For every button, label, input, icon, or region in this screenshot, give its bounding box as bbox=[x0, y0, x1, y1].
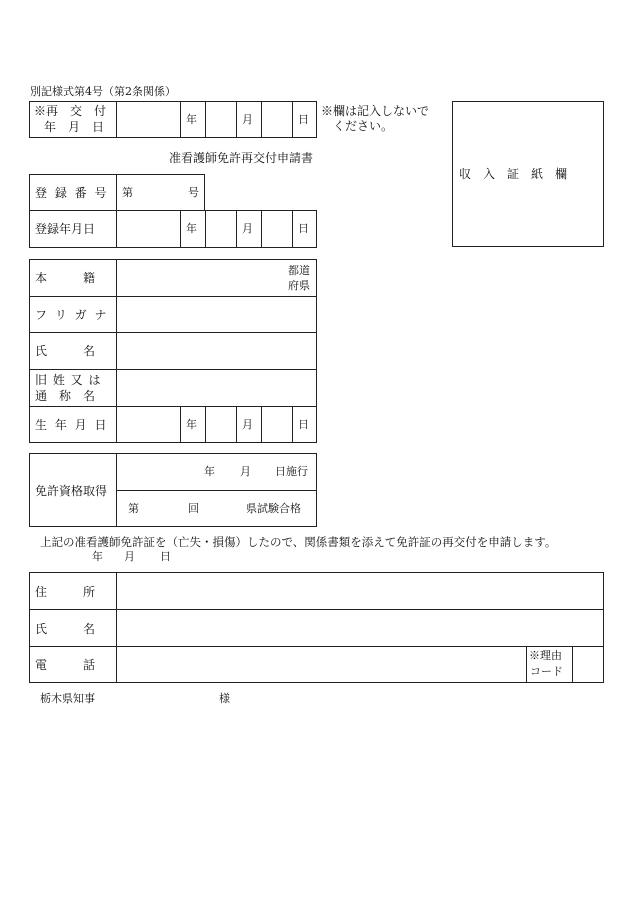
reissue-date-label-1: ※再 交 付 bbox=[34, 104, 107, 118]
prefecture-line-2: 府県 bbox=[288, 279, 310, 292]
date-line-year: 年 bbox=[92, 550, 103, 563]
addressee-governor: 栃木県知事 bbox=[40, 692, 95, 705]
birth-month-label: 月 bbox=[242, 418, 253, 431]
registration-number-prefix: 第 bbox=[122, 186, 133, 199]
exam-count-label: 回 bbox=[188, 502, 199, 515]
registration-date-label: 登録年月日 bbox=[35, 222, 96, 236]
prefecture-line-1: 都道 bbox=[288, 264, 310, 277]
former-name-label-1: 旧 姓 又 は bbox=[35, 373, 102, 387]
reason-code-label-2: コード bbox=[530, 665, 563, 678]
reissue-year-label: 年 bbox=[186, 113, 197, 126]
note-line-1: ※欄は記入しないで bbox=[321, 104, 430, 118]
license-enforced-label: 日施行 bbox=[275, 465, 308, 478]
former-name-label-2: 通 称 名 bbox=[35, 389, 96, 403]
honseki-label: 本 籍 bbox=[35, 271, 96, 285]
birth-date-label: 生 年 月 日 bbox=[35, 418, 109, 432]
license-year-label: 年 bbox=[204, 465, 215, 478]
applicant-name-label: 氏 名 bbox=[35, 622, 96, 636]
registration-month-label: 月 bbox=[242, 222, 253, 235]
name-label: 氏 名 bbox=[35, 344, 96, 358]
note-line-2: ください。 bbox=[333, 119, 394, 133]
addressee-honorific: 様 bbox=[219, 692, 230, 705]
date-line-day: 日 bbox=[160, 550, 171, 563]
reissue-month-label: 月 bbox=[242, 113, 253, 126]
registration-day-label: 日 bbox=[298, 222, 309, 235]
page-title: 准看護師免許再交付申請書 bbox=[169, 151, 314, 165]
license-label: 免許資格取得 bbox=[35, 484, 108, 498]
birth-year-label: 年 bbox=[186, 418, 197, 431]
form-number: 別記様式第4号（第2条関係） bbox=[30, 85, 176, 98]
birth-day-label: 日 bbox=[298, 418, 309, 431]
reissue-day-label: 日 bbox=[298, 113, 309, 126]
phone-label: 電 話 bbox=[35, 658, 96, 672]
exam-prefix: 第 bbox=[128, 502, 139, 515]
address-label: 住 所 bbox=[35, 585, 96, 599]
date-line-month: 月 bbox=[124, 550, 135, 563]
exam-passed-label: 県試験合格 bbox=[246, 502, 301, 515]
reissue-date-label-2: 年 月 日 bbox=[44, 120, 105, 134]
application-statement: 上記の准看護師免許証を（亡失・損傷）したので、関係書類を添えて免許証の再交付を申請します。 bbox=[40, 535, 557, 549]
reason-code-label-1: ※理由 bbox=[529, 649, 562, 662]
registration-number-suffix: 号 bbox=[188, 186, 199, 199]
furigana-label: フ リ ガ ナ bbox=[35, 308, 109, 322]
registration-number-label: 登 録 番 号 bbox=[35, 186, 109, 200]
license-month-label: 月 bbox=[240, 465, 251, 478]
registration-year-label: 年 bbox=[186, 222, 197, 235]
revenue-stamp-label: 収 入 証 紙 欄 bbox=[459, 167, 568, 181]
